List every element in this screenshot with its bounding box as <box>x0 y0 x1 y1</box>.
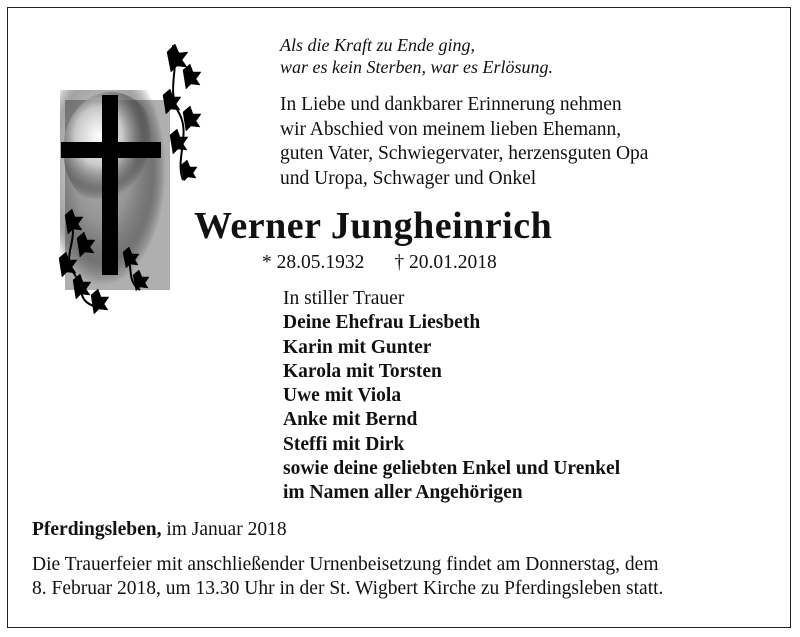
mourner-entry: im Namen aller Angehörigen <box>283 482 523 504</box>
mourner-entry: Anke mit Bernd <box>283 409 418 431</box>
death-date: † 20.01.2018 <box>394 252 497 273</box>
deceased-name: Werner Jungheinrich <box>194 205 553 247</box>
mourner-entry: Karin mit Gunter <box>283 336 432 358</box>
place-city: Pferdingsleben, <box>32 519 162 540</box>
cross-icon <box>55 40 205 320</box>
mourner-entry: Karola mit Torsten <box>283 360 442 382</box>
intro-line: wir Abschied von meinem lieben Ehemann, <box>280 118 622 140</box>
intro-line: guten Vater, Schwiegervater, herzensguten Opa <box>280 143 649 164</box>
service-info <box>32 553 663 601</box>
life-dates <box>262 252 497 274</box>
service-line: Die Trauerfeier mit anschließender Urnenbeisetzung findet am Donnerstag, dem <box>32 554 659 575</box>
motto-line: war es kein Sterben, war es Erlösung. <box>280 57 553 77</box>
service-line: 8. Februar 2018, um 13.30 Uhr in der St. Wigbert Kirche zu Pferdingsleben statt. <box>32 578 664 599</box>
birth-date: * 28.05.1932 <box>262 252 365 273</box>
mourner-entry: sowie deine geliebten Enkel und Urenkel <box>283 458 621 480</box>
mourners-heading: In stiller Trauer <box>283 288 405 309</box>
intro-text <box>280 93 648 191</box>
mourner-entry: Steffi mit Dirk <box>283 433 405 455</box>
motto-line: Als die Kraft zu Ende ging, <box>280 35 475 55</box>
place-date <box>32 519 287 541</box>
mourners-list <box>283 287 620 506</box>
place-month: im Januar 2018 <box>161 519 287 540</box>
intro-line: In Liebe und dankbarer Erinnerung nehmen <box>280 94 622 115</box>
motto <box>280 34 553 78</box>
intro-line: und Uropa, Schwager und Onkel <box>280 167 537 189</box>
mourner-entry: Deine Ehefrau Liesbeth <box>283 312 481 334</box>
mourner-entry: Uwe mit Viola <box>283 385 402 407</box>
